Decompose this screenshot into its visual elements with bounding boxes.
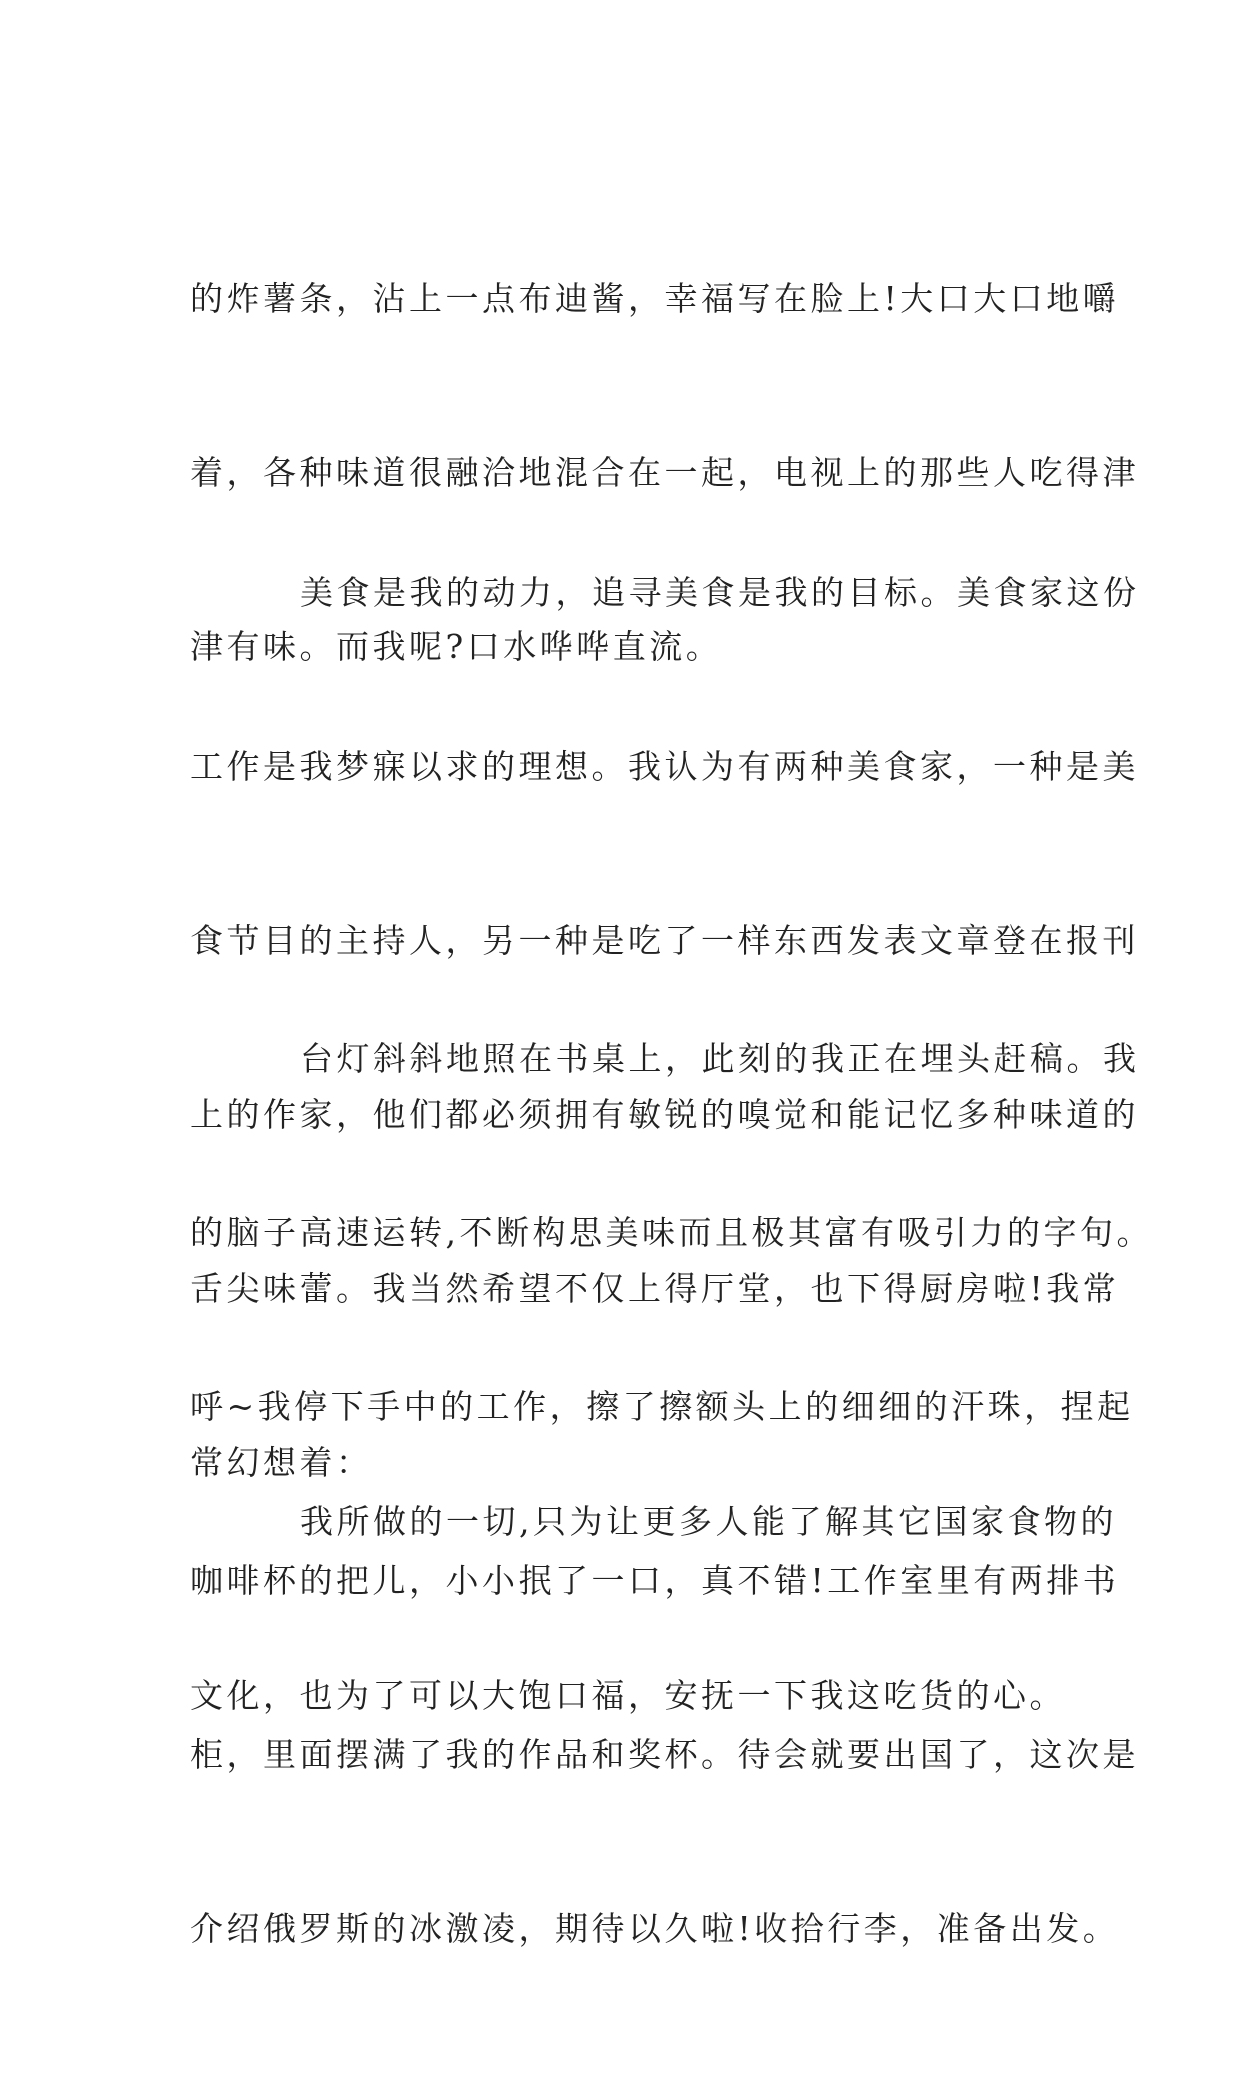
paragraph-line: 介绍俄罗斯的冰激凌，期待以久啦!收拾行李，准备出发。 xyxy=(190,1909,1120,1948)
paragraph-line: 美食是我的动力，追寻美食是我的目标。美食家这份 xyxy=(300,573,1140,612)
paragraph-line: 食节目的主持人，另一种是吃了一样东西发表文章登在报刊 xyxy=(190,921,1139,960)
paragraph-line: 我所做的一切,只为让更多人能了解其它国家食物的 xyxy=(300,1502,1117,1541)
paragraph-line: 着，各种味道很融洽地混合在一起，电视上的那些人吃得津 xyxy=(190,453,1139,492)
paragraph-line: 咖啡杯的把儿，小小抿了一口，真不错!工作室里有两排书 xyxy=(190,1561,1120,1600)
paragraph-line: 柜，里面摆满了我的作品和奖杯。待会就要出国了，这次是 xyxy=(190,1735,1139,1774)
paragraph-line: 文化，也为了可以大饱口福，安抚一下我这吃货的心。 xyxy=(190,1676,1066,1715)
paragraph-line: 呼~我停下手中的工作，擦了擦额头上的细细的汗珠，捏起 xyxy=(190,1387,1134,1426)
paragraph-line: 上的作家，他们都必须拥有敏锐的嗅觉和能记忆多种味道的 xyxy=(190,1095,1139,1134)
paragraph-line: 台灯斜斜地照在书桌上，此刻的我正在埋头赶稿。我 xyxy=(300,1039,1140,1078)
paragraph-line: 的脑子高速运转,不断构思美味而且极其富有吸引力的字句。 xyxy=(190,1213,1153,1252)
paragraph-line: 津有味。而我呢?口水哗哗直流。 xyxy=(190,627,723,666)
paragraph-4 xyxy=(190,1377,1139,1841)
paragraph-line: 工作是我梦寐以求的理想。我认为有两种美食家，一种是美 xyxy=(190,747,1139,786)
paragraph-line: 常幻想着： xyxy=(190,1443,373,1482)
paragraph-line: 舌尖味蕾。我当然希望不仅上得厅堂，也下得厨房啦!我常 xyxy=(190,1269,1120,1308)
paragraph-line: 的炸薯条，沾上一点布迪酱，幸福写在脸上!大口大口地嚼 xyxy=(190,279,1120,318)
